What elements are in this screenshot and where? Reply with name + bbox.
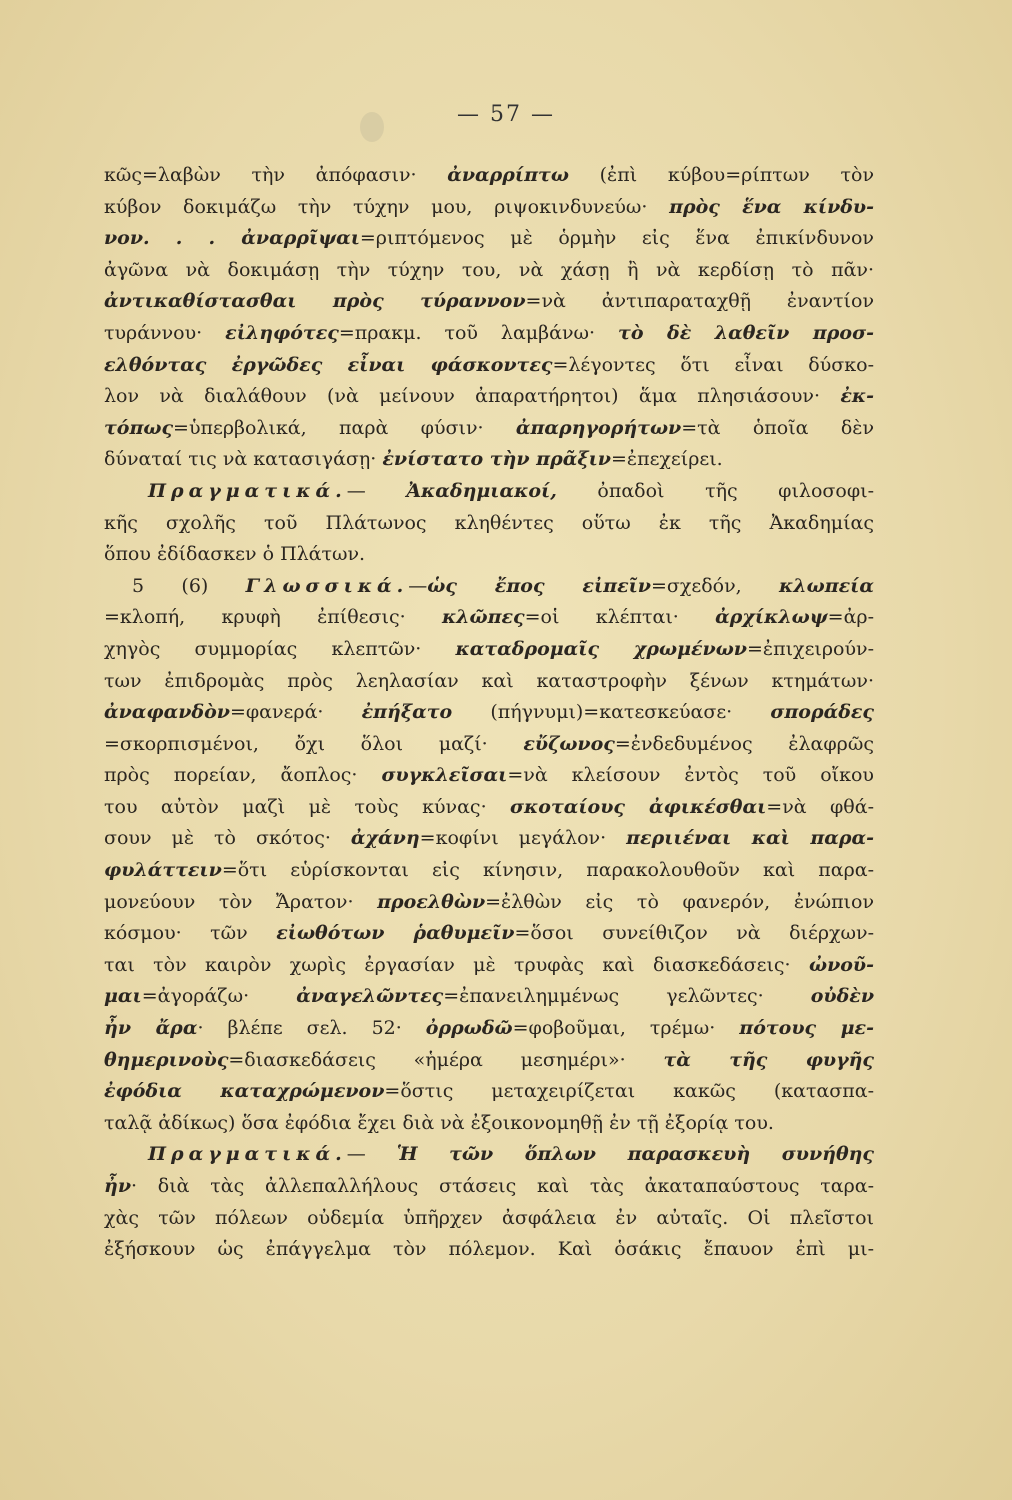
emphasized-term: συγκλεῖσαι: [381, 764, 508, 787]
text-segment: =κλοπή, κρυφὴ ἐπίθεσις·: [104, 606, 442, 629]
text-line: [104, 1171, 874, 1203]
text-segment: =ἀγοράζω·: [141, 985, 297, 1008]
text-segment: χὰς τῶν πόλεων οὐδεμία ὑπῆρχεν ἀσφάλεια ἐν αὐταῖς. Οἱ πλεῖστοι: [104, 1206, 874, 1229]
emphasized-term: νον. . . ἀναρρῖψαι: [104, 227, 360, 250]
text-segment: =οἱ κλέπται·: [524, 606, 716, 629]
text-line: [104, 444, 874, 476]
text-segment: δύναταί τις νὰ κατασιγάσῃ·: [104, 448, 383, 471]
text-line: [104, 508, 874, 540]
emphasized-term: τὸ δὲ λαθεῖν προσ-: [618, 321, 874, 344]
emphasized-term: ἀπαρηγορήτων: [515, 416, 682, 439]
text-segment: μονεύουν τὸν Ἄρατον·: [104, 890, 378, 913]
text-line: [104, 887, 874, 919]
text-segment: =ἀρ-: [827, 606, 874, 629]
text-segment: —: [346, 479, 407, 502]
page-body-text: [104, 160, 874, 1266]
emphasized-term: ἐφόδια καταχρώμενον: [104, 1080, 385, 1103]
text-segment: ται τὸν καιρὸν χωρὶς ἐργασίαν μὲ τρυφὰς καὶ διασκεδάσεις·: [104, 953, 809, 976]
emphasized-term: ἀρχίκλωψ: [715, 606, 828, 629]
text-segment: ἀγῶνα νὰ δοκιμάσῃ τὴν τύχην του, νὰ χάσῃ ἢ νὰ κερδίσῃ τὸ πᾶν·: [104, 258, 874, 281]
emphasized-term: τόπως: [104, 416, 174, 439]
text-line: [104, 602, 874, 634]
text-segment: =νὰ ἀντιπαραταχθῇ ἐναντίον: [525, 290, 874, 313]
emphasized-term: ἐπήξατο: [361, 701, 453, 724]
text-segment: =λέγοντες ὅτι εἶναι δύσκο-: [552, 353, 874, 376]
text-segment: =ἐνδεδυμένος ἐλαφρῶς: [614, 732, 874, 755]
text-segment: · βλέπε σελ. 52·: [197, 1017, 426, 1040]
emphasized-term: ὀρρωδῶ: [425, 1017, 513, 1040]
text-segment: =κοφίνι μεγάλον·: [419, 827, 627, 850]
text-line: [104, 760, 874, 792]
emphasized-term: πρὸς ἕνα κίνδυ-: [669, 195, 874, 218]
emphasized-term: θημερινοὺς: [104, 1048, 229, 1071]
text-line: [104, 318, 874, 350]
text-segment: =ἐλθὼν εἰς τὸ φανερόν, ἐνώπιον: [485, 890, 875, 913]
text-line: [104, 160, 874, 192]
emphasized-term: περιιέναι καὶ παρα-: [626, 827, 875, 850]
text-segment: =ἐπανειλημμένως γελῶντες·: [443, 985, 811, 1008]
emphasized-term: τὰ τῆς φυγῆς: [663, 1048, 875, 1071]
text-line: [104, 476, 874, 508]
text-segment: ὀπαδοὶ τῆς φιλοσοφι-: [556, 479, 874, 502]
text-segment: —: [408, 574, 428, 597]
text-line: [104, 823, 874, 855]
text-line: [104, 1139, 874, 1171]
text-line: [104, 697, 874, 729]
text-segment: =σκορπισμένοι, ὄχι ὅλοι μαζί·: [104, 732, 524, 755]
emphasized-term: ἦν ἄρα: [104, 1017, 198, 1040]
text-segment: του αὐτὸν μαζὶ μὲ τοὺς κύνας·: [104, 795, 511, 818]
text-line: [104, 729, 874, 761]
text-segment: =διασκεδάσεις «ἡμέρα μεσημέρι»·: [228, 1048, 664, 1071]
text-segment: λον νὰ διαλάθουν (νὰ μείνουν ἀπαρατήρητοι) ἅμα πλησιάσουν·: [104, 385, 841, 408]
emphasized-term: κλωπεία: [779, 574, 874, 597]
emphasized-term: προελθὼν: [377, 890, 486, 913]
emphasized-term: ελθόντας ἐργῶδες εἶναι φάσκοντες: [104, 353, 553, 376]
text-segment: =φανερά·: [229, 701, 362, 724]
text-segment: πρὸς πορείαν, ἄοπλος·: [104, 764, 382, 787]
text-segment: ὅπου ἐδίδασκεν ὁ Πλάτων.: [104, 543, 366, 566]
text-segment: =ὅστις μεταχειρίζεται κακῶς (κατασπα-: [384, 1080, 874, 1103]
text-segment: =νὰ κλείσουν ἐντὸς τοῦ οἴκου: [507, 764, 874, 787]
text-line: [104, 1234, 874, 1266]
text-segment: ἐξήσκουν ὡς ἐπάγγελμα τὸν πόλεμον. Καὶ ὁσάκις ἔπαυον ἐπὶ μι-: [104, 1238, 874, 1261]
text-line: [104, 286, 874, 318]
emphasized-term: Πραγματικά.: [148, 1143, 347, 1166]
text-segment: =ἐπιχειρούν-: [747, 637, 874, 660]
emphasized-term: εἰληφότες: [225, 321, 339, 344]
text-line: [104, 792, 874, 824]
emphasized-term: ἀχάνη: [350, 827, 420, 850]
text-line: [104, 413, 874, 445]
emphasized-term: Ἀκαδημιακοί,: [406, 479, 557, 502]
text-segment: ταλᾷ ἀδίκως) ὅσα ἐφόδια ἔχει διὰ νὰ ἐξοικονομηθῇ ἐν τῇ ἐξορίᾳ του.: [104, 1111, 774, 1134]
text-line: [104, 381, 874, 413]
text-segment: χηγὸς συμμορίας κλεπτῶν·: [104, 637, 456, 660]
text-line: [104, 918, 874, 950]
emphasized-term: σποράδες: [770, 701, 874, 724]
text-segment: (ἐπὶ κύβου=ρίπτων τὸν: [568, 164, 874, 186]
text-line: [104, 981, 874, 1013]
text-segment: =πρακμ. τοῦ λαμβάνω·: [338, 321, 619, 344]
emphasized-term: ἀντικαθίστασθαι πρὸς τύραννον: [104, 290, 526, 313]
text-line: [104, 192, 874, 224]
emphasized-term: ἀναφανδὸν: [104, 701, 230, 724]
text-segment: · διὰ τὰς ἀλλεπαλλήλους στάσεις καὶ τὰς ἀκαταπαύστους ταρα-: [131, 1175, 874, 1197]
emphasized-term: σκοταίους ἀφικέσθαι: [510, 795, 767, 818]
text-line: [104, 350, 874, 382]
emphasized-term: πότους με-: [739, 1017, 874, 1040]
text-line: [104, 1076, 874, 1108]
emphasized-term: φυλάττειν: [104, 859, 222, 882]
text-segment: σουν μὲ τὸ σκότος·: [104, 827, 351, 850]
emphasized-term: οὐδὲν: [810, 985, 875, 1008]
text-line: [104, 539, 874, 571]
text-segment: =σχεδόν,: [651, 574, 780, 597]
text-segment: =ἐπεχείρει.: [610, 448, 723, 471]
emphasized-term: ἀναγελῶντες: [296, 985, 444, 1008]
text-line: [104, 571, 874, 603]
text-line: [104, 255, 874, 287]
text-segment: τυράννου·: [104, 321, 226, 344]
emphasized-term: Ἡ τῶν ὅπλων παρασκευὴ συνήθης: [396, 1143, 875, 1166]
emphasized-term: κλῶπες: [441, 606, 525, 629]
text-segment: =ὅτι εὑρίσκονται εἰς κίνησιν, παρακολουθοῦν καὶ παρα-: [221, 859, 874, 882]
text-line: [104, 1108, 874, 1140]
text-line: [104, 950, 874, 982]
text-segment: κῶς=λαβὼν τὴν ἀπόφασιν·: [104, 164, 448, 186]
text-line: [104, 1045, 874, 1077]
text-segment: =ὅσοι συνείθιζον νὰ διέρχων-: [514, 922, 874, 945]
text-segment: =φοβοῦμαι, τρέμω·: [512, 1017, 740, 1040]
emphasized-term: μαι: [104, 985, 142, 1008]
text-line: [104, 223, 874, 255]
text-segment: των ἐπιδρομὰς πρὸς λεηλασίαν καὶ καταστροφὴν ξένων κτημάτων·: [104, 669, 874, 692]
text-segment: =ριπτόμενος μὲ ὁρμὴν εἰς ἕνα ἐπικίνδυνον: [359, 227, 874, 250]
emphasized-term: ὡς ἔπος εἰπεῖν: [427, 574, 651, 597]
text-line: [104, 1203, 874, 1235]
page-number: — 57 —: [457, 102, 555, 127]
text-segment: =τὰ ὁποῖα δὲν: [681, 416, 875, 439]
text-line: [104, 855, 874, 887]
text-line: [104, 666, 874, 698]
emphasized-term: Πραγματικά.: [148, 479, 347, 502]
text-segment: =νὰ φθά-: [766, 795, 874, 818]
emphasized-term: Γλωσσικά.: [245, 574, 409, 597]
emphasized-term: ἀναρρίπτω: [447, 164, 569, 186]
text-line: [104, 634, 874, 666]
text-segment: κόσμου· τῶν: [104, 922, 277, 945]
emphasized-term: καταδρομαῖς χρωμένων: [455, 637, 747, 660]
emphasized-term: εὔζωνος: [523, 732, 615, 755]
text-segment: =ὑπερβολικά, παρὰ φύσιν·: [173, 416, 516, 439]
emphasized-term: ἐνίστατο τὴν πρᾶξιν: [382, 448, 611, 471]
text-segment: κύβον δοκιμάζω τὴν τύχην μου, ριψοκινδυνεύω·: [104, 195, 670, 218]
text-segment: κῆς σχολῆς τοῦ Πλάτωνος κληθέντες οὕτω ἐκ τῆς Ἀκαδημίας: [104, 511, 874, 534]
text-line: [104, 1013, 874, 1045]
emphasized-term: ἐκ-: [840, 385, 874, 408]
emphasized-term: ὠνοῦ-: [808, 953, 874, 976]
text-segment: (πήγνυμι)=κατεσκεύασε·: [452, 701, 771, 724]
emphasized-term: ἦν: [104, 1175, 131, 1197]
text-segment: —: [346, 1143, 397, 1166]
text-segment: 5 (6): [132, 574, 246, 597]
emphasized-term: εἰωθότων ῥαθυμεῖν: [276, 922, 515, 945]
